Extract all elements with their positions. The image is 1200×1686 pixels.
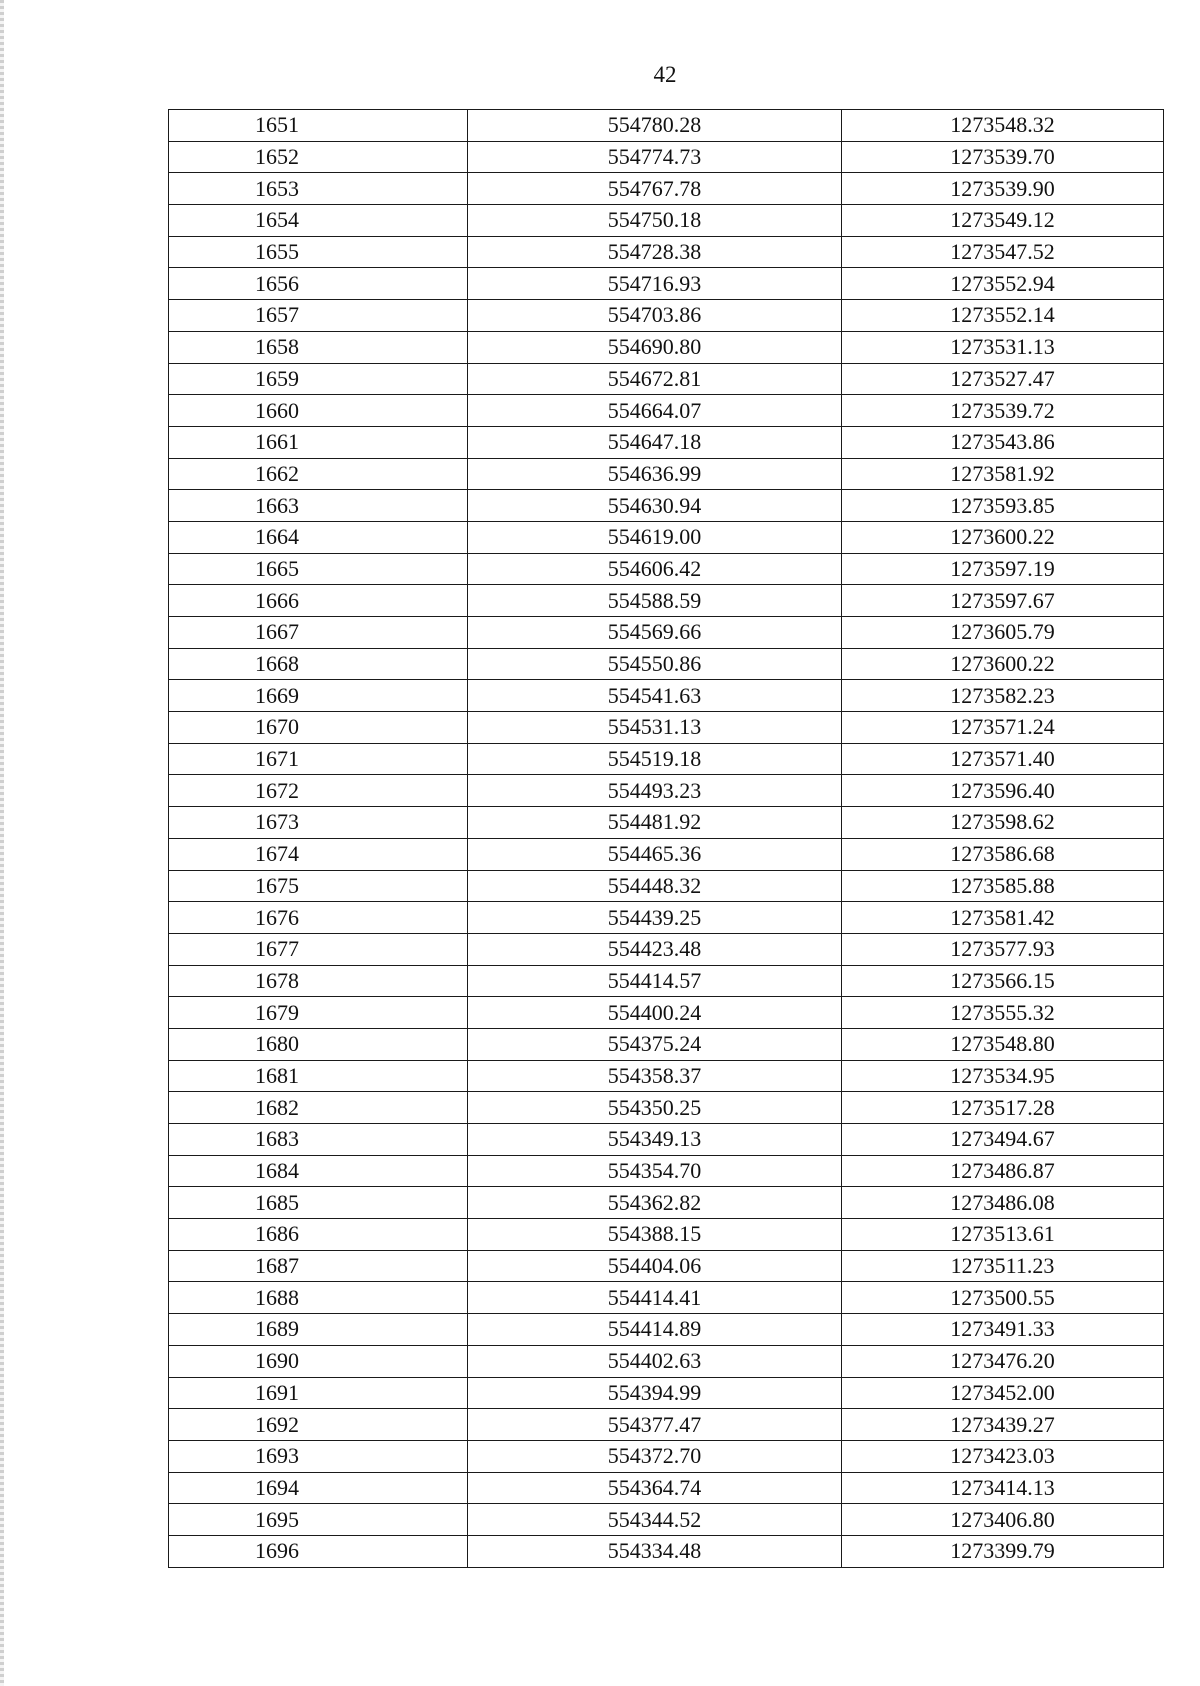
table-row — [169, 395, 1164, 427]
scan-edge — [0, 0, 4, 1686]
y-coordinate-cell: 1273534.95 — [842, 1060, 1164, 1092]
point-number-cell: 1667 — [169, 617, 468, 649]
y-coordinate-cell: 1273597.19 — [842, 553, 1164, 585]
table-row — [169, 902, 1164, 934]
y-coordinate-cell: 1273571.24 — [842, 712, 1164, 744]
y-coordinate-cell: 1273513.61 — [842, 1219, 1164, 1251]
table-row — [169, 331, 1164, 363]
point-number-cell: 1687 — [169, 1250, 468, 1282]
x-coordinate-cell: 554394.99 — [468, 1377, 842, 1409]
y-coordinate-cell: 1273582.23 — [842, 680, 1164, 712]
y-coordinate-cell: 1273605.79 — [842, 617, 1164, 649]
y-coordinate-cell: 1273577.93 — [842, 933, 1164, 965]
x-coordinate-cell: 554414.89 — [468, 1314, 842, 1346]
table-row — [169, 1219, 1164, 1251]
y-coordinate-cell: 1273399.79 — [842, 1535, 1164, 1567]
y-coordinate-cell: 1273439.27 — [842, 1409, 1164, 1441]
x-coordinate-cell: 554414.57 — [468, 965, 842, 997]
point-number-cell: 1694 — [169, 1472, 468, 1504]
x-coordinate-cell: 554750.18 — [468, 205, 842, 237]
x-coordinate-cell: 554647.18 — [468, 426, 842, 458]
table-row — [169, 775, 1164, 807]
table-row — [169, 490, 1164, 522]
point-number-cell: 1685 — [169, 1187, 468, 1219]
x-coordinate-cell: 554664.07 — [468, 395, 842, 427]
x-coordinate-cell: 554334.48 — [468, 1535, 842, 1567]
table-row — [169, 838, 1164, 870]
x-coordinate-cell: 554636.99 — [468, 458, 842, 490]
y-coordinate-cell: 1273494.67 — [842, 1124, 1164, 1156]
x-coordinate-cell: 554716.93 — [468, 268, 842, 300]
table-row — [169, 933, 1164, 965]
table-row — [169, 1124, 1164, 1156]
table-row — [169, 1345, 1164, 1377]
x-coordinate-cell: 554541.63 — [468, 680, 842, 712]
x-coordinate-cell: 554519.18 — [468, 743, 842, 775]
y-coordinate-cell: 1273598.62 — [842, 807, 1164, 839]
point-number-cell: 1682 — [169, 1092, 468, 1124]
table-row — [169, 680, 1164, 712]
y-coordinate-cell: 1273539.70 — [842, 141, 1164, 173]
x-coordinate-cell: 554349.13 — [468, 1124, 842, 1156]
point-number-cell: 1662 — [169, 458, 468, 490]
x-coordinate-cell: 554493.23 — [468, 775, 842, 807]
point-number-cell: 1684 — [169, 1155, 468, 1187]
x-coordinate-cell: 554364.74 — [468, 1472, 842, 1504]
table-row — [169, 1472, 1164, 1504]
table-row — [169, 205, 1164, 237]
y-coordinate-cell: 1273549.12 — [842, 205, 1164, 237]
table-row — [169, 1377, 1164, 1409]
point-number-cell: 1674 — [169, 838, 468, 870]
table-row — [169, 870, 1164, 902]
table-row — [169, 458, 1164, 490]
y-coordinate-cell: 1273552.94 — [842, 268, 1164, 300]
point-number-cell: 1659 — [169, 363, 468, 395]
table-row — [169, 141, 1164, 173]
x-coordinate-cell: 554344.52 — [468, 1504, 842, 1536]
x-coordinate-cell: 554703.86 — [468, 300, 842, 332]
y-coordinate-cell: 1273597.67 — [842, 585, 1164, 617]
point-number-cell: 1656 — [169, 268, 468, 300]
table-row — [169, 268, 1164, 300]
point-number-cell: 1655 — [169, 236, 468, 268]
y-coordinate-cell: 1273539.72 — [842, 395, 1164, 427]
point-number-cell: 1658 — [169, 331, 468, 363]
y-coordinate-cell: 1273486.87 — [842, 1155, 1164, 1187]
table-row — [169, 1092, 1164, 1124]
table-row — [169, 236, 1164, 268]
point-number-cell: 1678 — [169, 965, 468, 997]
point-number-cell: 1696 — [169, 1535, 468, 1567]
y-coordinate-cell: 1273555.32 — [842, 997, 1164, 1029]
y-coordinate-cell: 1273423.03 — [842, 1440, 1164, 1472]
x-coordinate-cell: 554728.38 — [468, 236, 842, 268]
coordinates-table — [168, 109, 1164, 1568]
point-number-cell: 1691 — [169, 1377, 468, 1409]
x-coordinate-cell: 554402.63 — [468, 1345, 842, 1377]
x-coordinate-cell: 554414.41 — [468, 1282, 842, 1314]
page-number: 42 — [653, 62, 677, 87]
x-coordinate-cell: 554354.70 — [468, 1155, 842, 1187]
y-coordinate-cell: 1273511.23 — [842, 1250, 1164, 1282]
point-number-cell: 1673 — [169, 807, 468, 839]
y-coordinate-cell: 1273491.33 — [842, 1314, 1164, 1346]
x-coordinate-cell: 554481.92 — [468, 807, 842, 839]
point-number-cell: 1654 — [169, 205, 468, 237]
x-coordinate-cell: 554377.47 — [468, 1409, 842, 1441]
point-number-cell: 1664 — [169, 521, 468, 553]
x-coordinate-cell: 554400.24 — [468, 997, 842, 1029]
y-coordinate-cell: 1273543.86 — [842, 426, 1164, 458]
x-coordinate-cell: 554774.73 — [468, 141, 842, 173]
x-coordinate-cell: 554375.24 — [468, 1028, 842, 1060]
y-coordinate-cell: 1273414.13 — [842, 1472, 1164, 1504]
y-coordinate-cell: 1273586.68 — [842, 838, 1164, 870]
point-number-cell: 1692 — [169, 1409, 468, 1441]
point-number-cell: 1686 — [169, 1219, 468, 1251]
x-coordinate-cell: 554569.66 — [468, 617, 842, 649]
y-coordinate-cell: 1273517.28 — [842, 1092, 1164, 1124]
point-number-cell: 1653 — [169, 173, 468, 205]
x-coordinate-cell: 554465.36 — [468, 838, 842, 870]
point-number-cell: 1676 — [169, 902, 468, 934]
point-number-cell: 1681 — [169, 1060, 468, 1092]
point-number-cell: 1657 — [169, 300, 468, 332]
table-row — [169, 1282, 1164, 1314]
point-number-cell: 1666 — [169, 585, 468, 617]
y-coordinate-cell: 1273527.47 — [842, 363, 1164, 395]
y-coordinate-cell: 1273600.22 — [842, 648, 1164, 680]
table-row — [169, 807, 1164, 839]
coordinates-table-body — [169, 110, 1164, 1568]
x-coordinate-cell: 554767.78 — [468, 173, 842, 205]
y-coordinate-cell: 1273539.90 — [842, 173, 1164, 205]
table-row — [169, 553, 1164, 585]
x-coordinate-cell: 554362.82 — [468, 1187, 842, 1219]
y-coordinate-cell: 1273566.15 — [842, 965, 1164, 997]
table-row — [169, 1535, 1164, 1567]
table-row — [169, 363, 1164, 395]
x-coordinate-cell: 554606.42 — [468, 553, 842, 585]
table-row — [169, 300, 1164, 332]
point-number-cell: 1672 — [169, 775, 468, 807]
y-coordinate-cell: 1273581.42 — [842, 902, 1164, 934]
point-number-cell: 1690 — [169, 1345, 468, 1377]
y-coordinate-cell: 1273548.80 — [842, 1028, 1164, 1060]
table-row — [169, 1250, 1164, 1282]
x-coordinate-cell: 554372.70 — [468, 1440, 842, 1472]
y-coordinate-cell: 1273600.22 — [842, 521, 1164, 553]
point-number-cell: 1695 — [169, 1504, 468, 1536]
point-number-cell: 1677 — [169, 933, 468, 965]
table-row — [169, 617, 1164, 649]
y-coordinate-cell: 1273531.13 — [842, 331, 1164, 363]
point-number-cell: 1683 — [169, 1124, 468, 1156]
table-row — [169, 1187, 1164, 1219]
x-coordinate-cell: 554358.37 — [468, 1060, 842, 1092]
x-coordinate-cell: 554630.94 — [468, 490, 842, 522]
point-number-cell: 1663 — [169, 490, 468, 522]
y-coordinate-cell: 1273552.14 — [842, 300, 1164, 332]
table-row — [169, 521, 1164, 553]
point-number-cell: 1675 — [169, 870, 468, 902]
y-coordinate-cell: 1273571.40 — [842, 743, 1164, 775]
x-coordinate-cell: 554448.32 — [468, 870, 842, 902]
y-coordinate-cell: 1273500.55 — [842, 1282, 1164, 1314]
x-coordinate-cell: 554439.25 — [468, 902, 842, 934]
point-number-cell: 1689 — [169, 1314, 468, 1346]
table-row — [169, 585, 1164, 617]
table-row — [169, 965, 1164, 997]
point-number-cell: 1680 — [169, 1028, 468, 1060]
y-coordinate-cell: 1273585.88 — [842, 870, 1164, 902]
point-number-cell: 1668 — [169, 648, 468, 680]
x-coordinate-cell: 554404.06 — [468, 1250, 842, 1282]
y-coordinate-cell: 1273547.52 — [842, 236, 1164, 268]
y-coordinate-cell: 1273486.08 — [842, 1187, 1164, 1219]
point-number-cell: 1651 — [169, 110, 468, 142]
point-number-cell: 1661 — [169, 426, 468, 458]
y-coordinate-cell: 1273581.92 — [842, 458, 1164, 490]
table-row — [169, 110, 1164, 142]
table-row — [169, 997, 1164, 1029]
point-number-cell: 1688 — [169, 1282, 468, 1314]
table-row — [169, 1504, 1164, 1536]
point-number-cell: 1669 — [169, 680, 468, 712]
x-coordinate-cell: 554531.13 — [468, 712, 842, 744]
table-row — [169, 426, 1164, 458]
y-coordinate-cell: 1273593.85 — [842, 490, 1164, 522]
x-coordinate-cell: 554672.81 — [468, 363, 842, 395]
point-number-cell: 1671 — [169, 743, 468, 775]
table-row — [169, 1060, 1164, 1092]
x-coordinate-cell: 554350.25 — [468, 1092, 842, 1124]
y-coordinate-cell: 1273548.32 — [842, 110, 1164, 142]
x-coordinate-cell: 554780.28 — [468, 110, 842, 142]
point-number-cell: 1652 — [169, 141, 468, 173]
x-coordinate-cell: 554588.59 — [468, 585, 842, 617]
table-row — [169, 1028, 1164, 1060]
x-coordinate-cell: 554550.86 — [468, 648, 842, 680]
table-row — [169, 712, 1164, 744]
table-row — [169, 1440, 1164, 1472]
table-row — [169, 1155, 1164, 1187]
table-row — [169, 1409, 1164, 1441]
point-number-cell: 1679 — [169, 997, 468, 1029]
y-coordinate-cell: 1273452.00 — [842, 1377, 1164, 1409]
point-number-cell: 1660 — [169, 395, 468, 427]
table-row — [169, 173, 1164, 205]
x-coordinate-cell: 554690.80 — [468, 331, 842, 363]
x-coordinate-cell: 554619.00 — [468, 521, 842, 553]
table-row — [169, 1314, 1164, 1346]
table-row — [169, 648, 1164, 680]
x-coordinate-cell: 554388.15 — [468, 1219, 842, 1251]
x-coordinate-cell: 554423.48 — [468, 933, 842, 965]
y-coordinate-cell: 1273596.40 — [842, 775, 1164, 807]
point-number-cell: 1670 — [169, 712, 468, 744]
y-coordinate-cell: 1273406.80 — [842, 1504, 1164, 1536]
y-coordinate-cell: 1273476.20 — [842, 1345, 1164, 1377]
point-number-cell: 1665 — [169, 553, 468, 585]
table-row — [169, 743, 1164, 775]
point-number-cell: 1693 — [169, 1440, 468, 1472]
